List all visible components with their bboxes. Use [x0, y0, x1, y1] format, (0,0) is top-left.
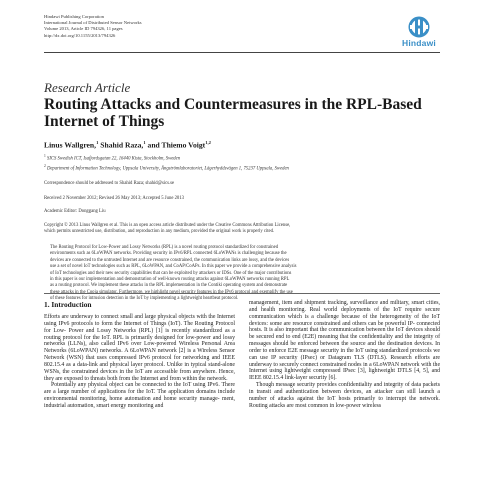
author-affiliation-mark: 1: [96, 140, 99, 145]
body-text-line: Internet of Things (IoT). The Routing Protocol for Low-: [44, 320, 235, 334]
body-text-line: Power and Lossy Networks (RPL) [1] is recently standardized: [68, 327, 223, 334]
body-text-line: networking and IEEE 802.15.4 as a data-link and physical: [44, 355, 235, 368]
body-text-line: Efforts are underway to connect small and large physical: [44, 314, 177, 320]
body-text-line: between the IoT devices should be secured end to end (E2E): [249, 327, 441, 341]
body-text-line: lightweight DTLS [4, 5], and IEEE 802.15.4 link-layer security: [249, 368, 441, 382]
body-paragraph: [249, 300, 440, 382]
body-text-line: networks. A 6LoWPAN network [2] is a Wireless Sensor: [100, 348, 235, 355]
author-list: [44, 140, 211, 150]
body-text-line: as a routing protocol for the IoT. RPL is primarily designed for: [44, 327, 236, 341]
academic-editor: Academic Editor: Donggang Liu: [44, 209, 106, 214]
affiliation-item: $^1$ SICS Swedish ICT, Isafjordsgatan 22, 16440 Kista, Stockholm, Sweden: [44, 154, 181, 162]
affiliations: [44, 153, 444, 173]
body-text-line: deployments of the IoT require secure communication which: [249, 306, 440, 320]
volume-info: Volume 2013, Article ID 794326, 11 pages: [44, 26, 123, 32]
hindawi-logo-text: Hindawi: [402, 38, 436, 48]
body-text-line: management, item and shipment tracking, surveillance and: [249, 300, 389, 306]
affiliation-item: $^2$ Department of Information Technology, Uppsala University, Ångströmlaboratoriet, Lägerhyddsvägen 1, 75237 Uppsala, Sweden: [44, 163, 289, 172]
body-text-line: Low-powered Wireless Personal Area Networks (6LoWPAN): [44, 341, 236, 355]
body-text-line: IoT using IPv6. There are a large number of applications: [44, 382, 236, 396]
body-text-line: connected hosts. It is also important that the communication: [249, 320, 441, 334]
journal-name: International Journal of Distributed Sensor Networks: [44, 20, 142, 26]
body-text-line: with the Internet using lightweight compressed IPsec [3],: [249, 361, 441, 375]
copyright-notice: Copyright © 2013 Linus Wallgren et al. This is an open access article distributed under the Creative Commons Attribution License, which permits unrestricted use, distribution, and reproduction in any medium, provided the original work is properly cited.: [44, 223, 291, 235]
body-text-line: should be enforced between the source and the destination: [272, 341, 413, 348]
body-text-line: Network (WSN) that uses compressed IPv6 protocol for: [44, 355, 181, 362]
section-heading: 1. Introduction: [44, 300, 92, 309]
body-text-line: some are resource constrained and others can be powerful IP-: [269, 320, 415, 327]
paper-title-line-2: Internet of Things: [44, 113, 165, 130]
body-text-line: ment, industrial automation, smart energy monitoring and: [44, 396, 235, 409]
body-text-line: or Datagram TLS (DTLS). Research efforts are underway to: [249, 354, 440, 368]
body-text-line: Hence, they are exposed to threats both from the Internet and: [44, 368, 235, 382]
body-text-line: Though message security provides confidentiality and: [256, 382, 383, 389]
body-text-line: using standardized protocols we can use IP security (IPsec): [249, 347, 440, 361]
body-column-left: [44, 314, 235, 410]
body-text-line: monitoring, home automation and home security manage-: [79, 396, 220, 403]
body-text-line: integrity of data packets in transit and authentication between: [249, 382, 441, 395]
body-text-line: Potentially any physical object can be connected to the: [51, 382, 182, 389]
author-name: Linus Wallgren,: [44, 140, 97, 150]
body-paragraph: [249, 382, 440, 409]
journal-header: [44, 14, 344, 39]
author-affiliation-mark: 1,2: [205, 140, 211, 145]
doi-link[interactable]: http://dx.doi.org/10.1155/2013/794326: [44, 32, 116, 38]
paper-title: [44, 96, 434, 130]
body-paragraph: [44, 314, 235, 382]
body-text-line: meaning that the confidentiality and the integrity of messages: [249, 334, 441, 348]
body-column-right: [249, 300, 440, 410]
paper-title-line-1: Routing Attacks and Countermeasures in the RPL-Based: [44, 96, 422, 113]
body-text-line: Routing attacks are most common in low-power wireless: [249, 402, 382, 409]
body-paragraph: [44, 382, 235, 409]
author-name: Shahid Raza,: [100, 140, 144, 150]
author-affiliation-mark: 1: [143, 140, 146, 145]
article-type: Research Article: [44, 80, 131, 95]
author-name: and Thiemo Voigt: [147, 140, 206, 150]
correspondence-note: Correspondence should be addressed to Shahid Raza; shahid@sics.se: [44, 181, 175, 186]
body-text-line: against the IoT hosts primarily to interrupt the network.: [297, 395, 440, 402]
body-text-line: for the IoT. The application domains include environmental: [44, 389, 235, 403]
body-text-line: from within the network.: [169, 375, 228, 382]
hindawi-logo-icon: [406, 14, 432, 38]
publication-dates: Received 2 November 2012; Revised 26 May 2013; Accepted 5 June 2013: [44, 196, 184, 201]
body-text-line: objects with the Internet using IPv6 protocols to form the: [44, 314, 236, 327]
body-text-line: [6].: [328, 375, 337, 382]
body-text-line: securely connect constrained nodes in a 6LoWPAN network: [279, 361, 420, 368]
body-text-line: military, smart cities, and health monitoring. Real world: [249, 300, 440, 313]
body-text-line: constrained devices in the IoT are accessible from anywhere.: [71, 368, 217, 375]
body-text-line: devices. In order to enforce E2E message security in the IoT: [249, 341, 440, 354]
abstract: The Routing Protocol for Low-Power and Lossy Networks (RPL) is a novel routing protocol standardized for constrained environments such as 6LoWPAN networks. Providing security in IPv6/RPL connected 6LoWPANs is challenging because the devices are connected to the untrusted Internet and are resource constrained, the communication links are lossy, and the devices use a set of novel IoT technologies such as RPL, 6LoWPAN, and CoAP/CoAPs. In this paper we provide a comprehensive analysis of IoT technologies and their new security capabilities that can be exploited by attackers or IDSs. One of the major contributions in this paper is our implementation and demonstration of well-known routing attacks against 6LoWPAN networks running RPL as a routing protocol. We implement these attacks in the RPL implementation in the Contiki operating system and demonstrate of these features for intrusion detection in the IoT by implementing a lightweight heartbeat protocol.: [50, 245, 297, 302]
abstract-divider: [44, 293, 440, 294]
hindawi-logo: [398, 14, 440, 48]
publisher-name: Hindawi Publishing Corporation: [44, 14, 104, 19]
body-text-line: layer protocol. Unlike in typical stand-alone WSNs, the: [44, 361, 235, 375]
header-divider: [44, 52, 440, 53]
body-text-line: devices, an attacker can still launch a number of attacks: [249, 388, 441, 402]
body-text-line: low-power and lossy networks (LLNs), also called IPv6 over: [44, 334, 235, 348]
body-text-line: is a challenge because of the heterogeneity of the IoT devices:: [249, 313, 440, 327]
